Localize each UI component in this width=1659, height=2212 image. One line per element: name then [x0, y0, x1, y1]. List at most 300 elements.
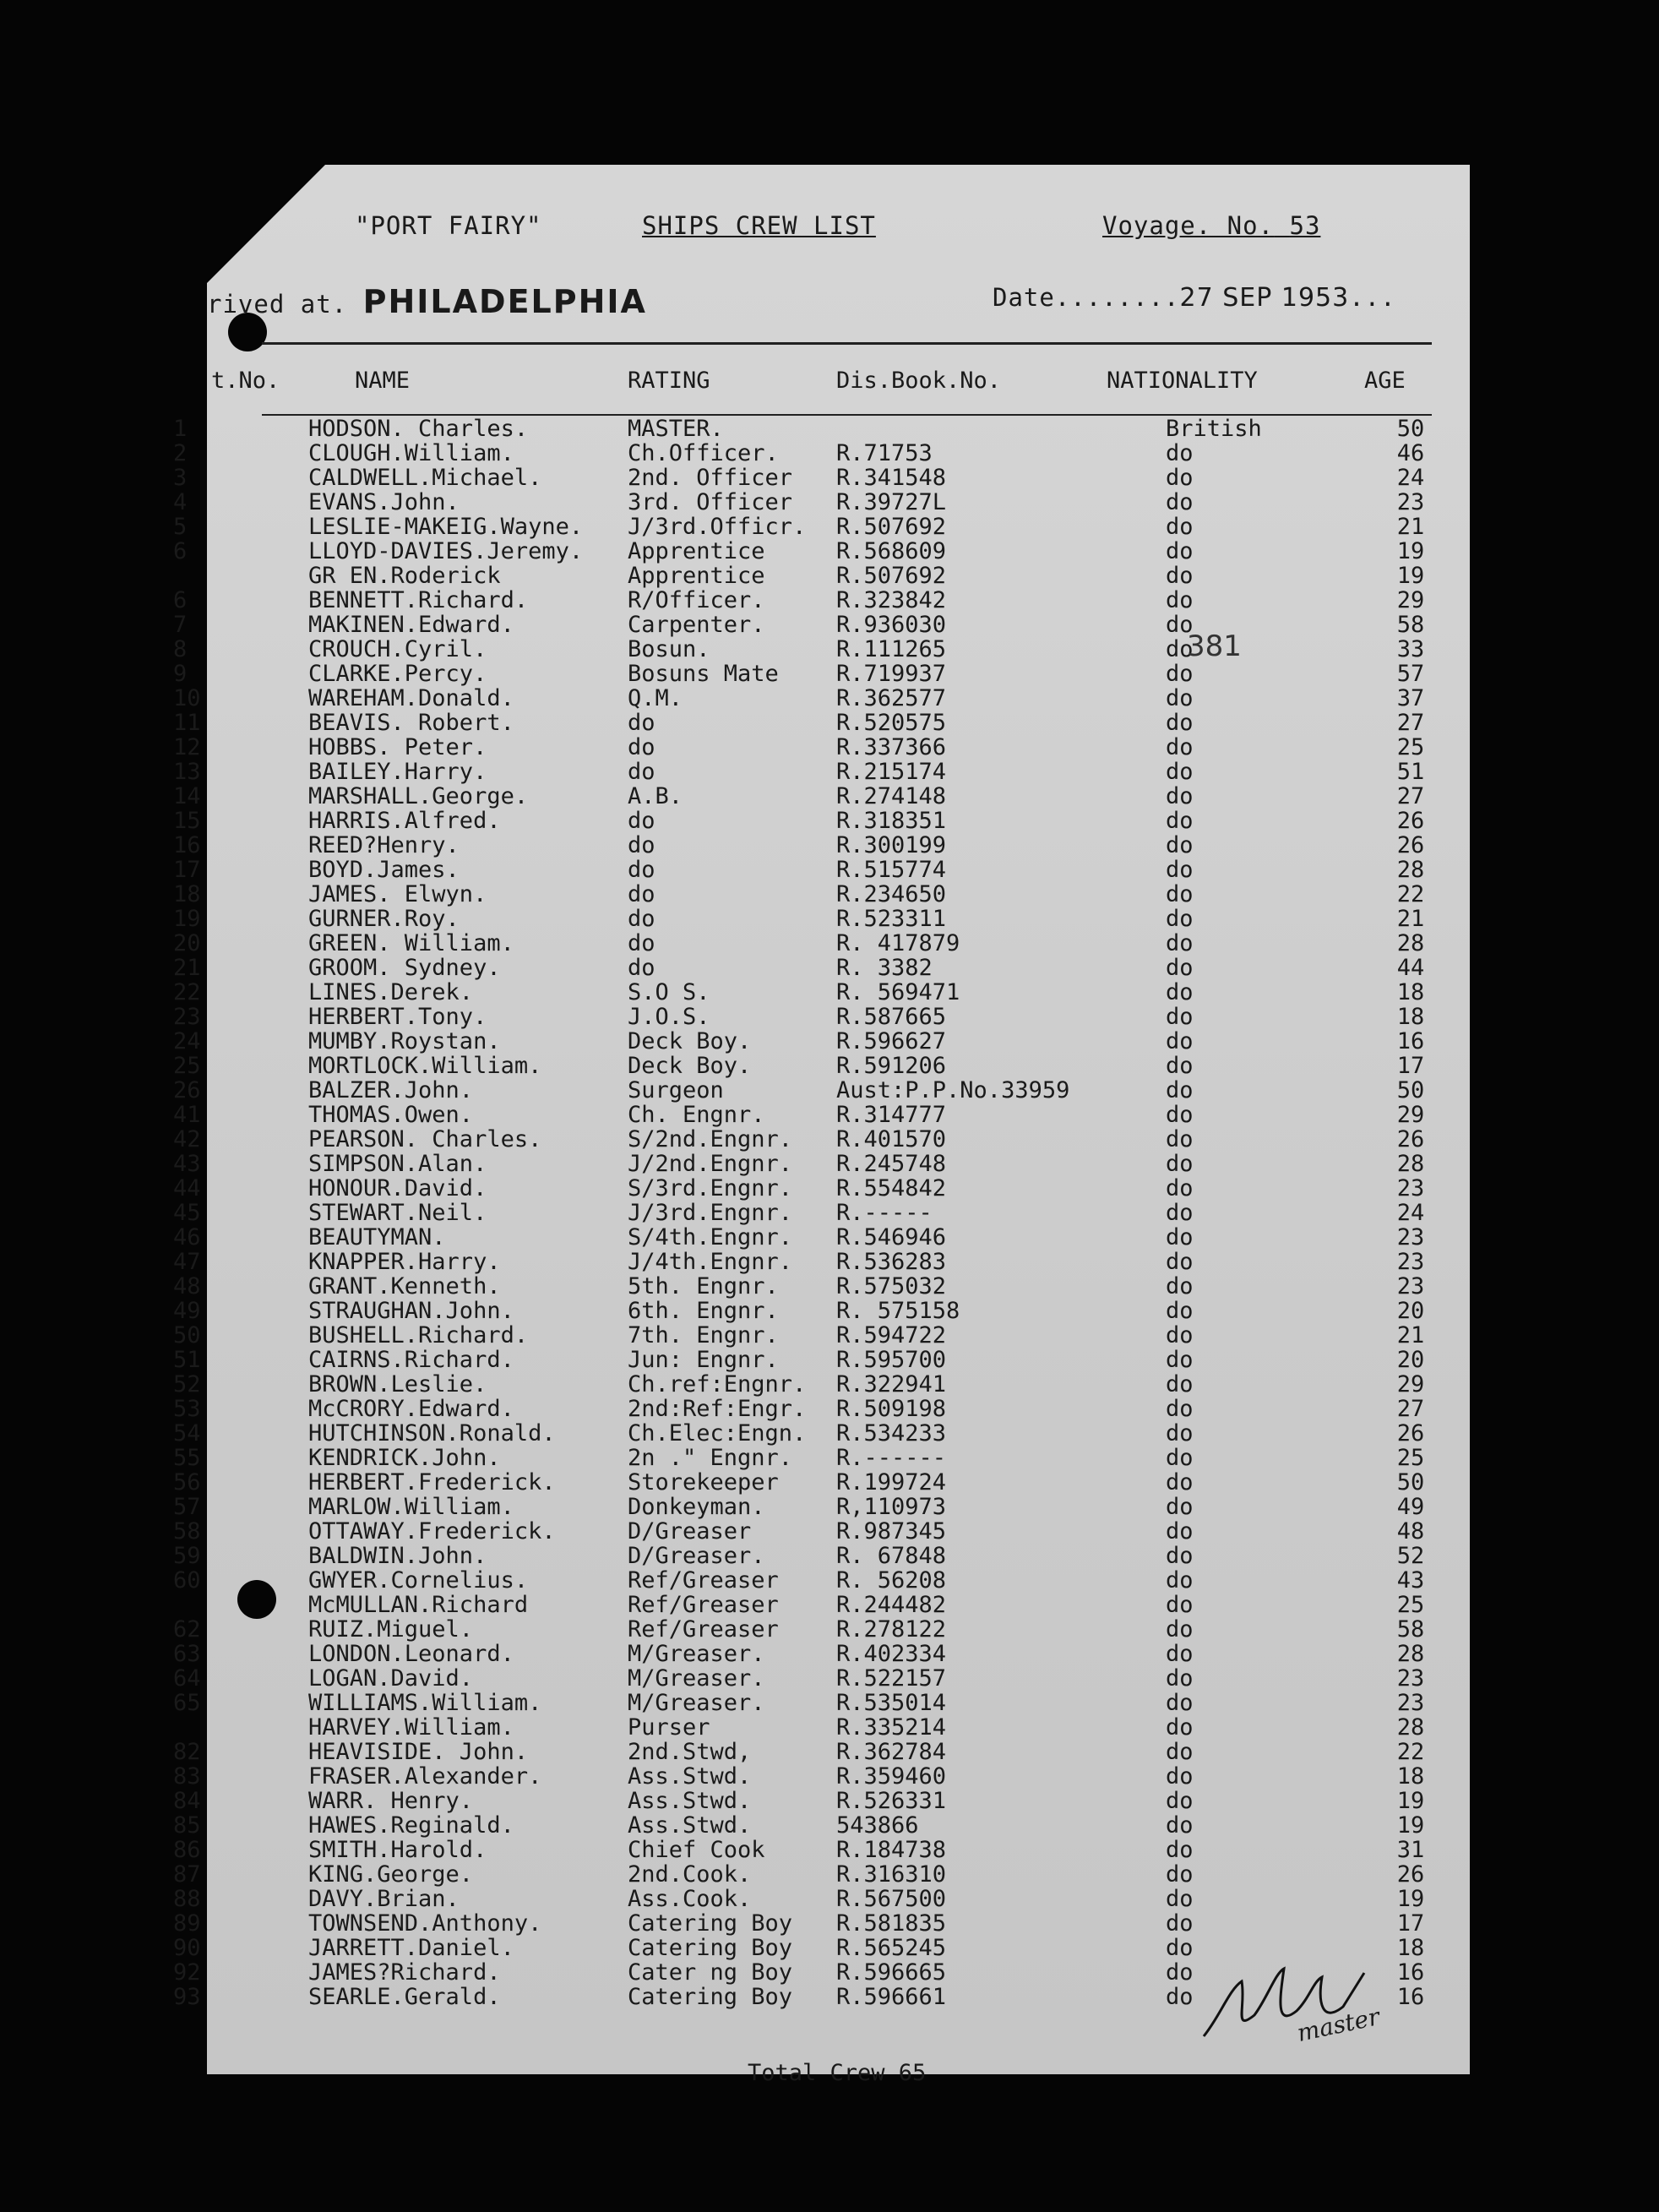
crew-name: CALDWELL.Michael.	[308, 465, 542, 491]
crew-rating: do	[628, 759, 655, 785]
discharge-book-number: 543866	[836, 1812, 919, 1839]
crew-age: 25	[1396, 1592, 1425, 1618]
crew-nationality: do	[1166, 489, 1194, 515]
crew-age: 19	[1396, 538, 1425, 564]
crew-name: GURNER.Roy.	[308, 906, 460, 932]
crew-nationality: do	[1166, 1641, 1194, 1667]
crew-rating: J/3rd.Engnr.	[628, 1200, 793, 1226]
table-row	[173, 1469, 1470, 1496]
crew-number: 23	[173, 1004, 201, 1030]
crew-number: 19	[173, 906, 201, 932]
crew-nationality: do	[1166, 1347, 1194, 1373]
discharge-book-number: R.------	[836, 1445, 947, 1471]
crew-rating: Carpenter.	[628, 612, 765, 638]
discharge-book-number: R.596661	[836, 1984, 947, 2010]
discharge-book-number: R.71753	[836, 440, 933, 466]
table-row	[173, 1224, 1470, 1250]
pencil-annotation: 381	[1187, 629, 1242, 663]
discharge-book-number: R. 417879	[836, 930, 960, 956]
crew-age: 50	[1396, 416, 1425, 442]
crew-name: JAMES?Richard.	[308, 1959, 501, 1986]
crew-age: 18	[1396, 979, 1425, 1005]
crew-age: 33	[1396, 636, 1425, 662]
discharge-book-number: R.565245	[836, 1935, 947, 1961]
col-nationality: NATIONALITY	[1107, 368, 1258, 394]
discharge-book-number: R.987345	[836, 1518, 947, 1545]
crew-nationality: do	[1166, 1837, 1194, 1863]
crew-rating: Chief Cook	[628, 1837, 765, 1863]
discharge-book-number: R. 575158	[836, 1298, 960, 1324]
table-row	[173, 636, 1470, 662]
crew-number: 54	[173, 1420, 201, 1447]
crew-age: 28	[1396, 1641, 1425, 1667]
crew-number: 10	[173, 685, 201, 711]
crew-name: RUIZ.Miguel.	[308, 1616, 474, 1643]
crew-name: McMULLAN.Richard	[308, 1592, 529, 1618]
crew-age: 51	[1396, 759, 1425, 785]
crew-age: 20	[1396, 1347, 1425, 1373]
crew-rating: do	[628, 881, 655, 907]
crew-number: 90	[173, 1935, 201, 1961]
crew-age: 18	[1396, 1004, 1425, 1030]
crew-name: JARRETT.Daniel.	[308, 1935, 514, 1961]
discharge-book-number: R.359460	[836, 1763, 947, 1790]
crew-nationality: do	[1166, 661, 1194, 687]
crew-rating: do	[628, 857, 655, 883]
table-row	[173, 734, 1470, 760]
crew-age: 23	[1396, 1249, 1425, 1275]
discharge-book-number: R.322941	[836, 1371, 947, 1397]
discharge-book-number: R.567500	[836, 1886, 947, 1912]
crew-nationality: do	[1166, 1616, 1194, 1643]
crew-name: MORTLOCK.William.	[308, 1053, 542, 1079]
discharge-book-number: R.323842	[836, 587, 947, 613]
crew-number: 3	[173, 465, 188, 491]
crew-age: 16	[1396, 1959, 1425, 1986]
crew-age: 48	[1396, 1518, 1425, 1545]
crew-rating: J/2nd.Engnr.	[628, 1151, 793, 1177]
table-row	[173, 1910, 1470, 1937]
crew-rating: Ass.Stwd.	[628, 1788, 752, 1814]
date-field	[993, 283, 1396, 313]
table-row	[173, 440, 1470, 466]
crew-name: GROOM. Sydney.	[308, 955, 501, 981]
crew-age: 49	[1396, 1494, 1425, 1520]
discharge-book-number: R.362784	[836, 1739, 947, 1765]
crew-nationality: do	[1166, 1494, 1194, 1520]
crew-name: BENNETT.Richard.	[308, 587, 529, 613]
crew-name: DAVY.Brian.	[308, 1886, 460, 1912]
discharge-book-number: R.314777	[836, 1102, 947, 1128]
table-row	[173, 808, 1470, 834]
crew-nationality: do	[1166, 1984, 1194, 2010]
crew-age: 58	[1396, 612, 1425, 638]
crew-nationality: do	[1166, 1322, 1194, 1348]
table-row	[173, 1812, 1470, 1839]
table-row	[173, 1788, 1470, 1814]
crew-number: 60	[173, 1567, 201, 1594]
crew-number: 16	[173, 832, 201, 858]
crew-number: 9	[173, 661, 188, 687]
crew-name: CROUCH.Cyril.	[308, 636, 487, 662]
crew-rating: Ref/Greaser	[628, 1616, 779, 1643]
crew-number: 84	[173, 1788, 201, 1814]
crew-nationality: do	[1166, 979, 1194, 1005]
crew-number: 82	[173, 1739, 201, 1765]
table-row	[173, 1567, 1470, 1594]
discharge-book-number: R.522157	[836, 1665, 947, 1692]
crew-name: STRAUGHAN.John.	[308, 1298, 514, 1324]
table-row	[173, 759, 1470, 785]
crew-nationality: do	[1166, 636, 1194, 662]
table-row	[173, 1837, 1470, 1863]
crew-name: SMITH.Harold.	[308, 1837, 487, 1863]
crew-age: 19	[1396, 1812, 1425, 1839]
crew-rating: Ch. Engnr.	[628, 1102, 765, 1128]
crew-number: 48	[173, 1273, 201, 1299]
discharge-book-number: R.535014	[836, 1690, 947, 1716]
crew-number: 52	[173, 1371, 201, 1397]
crew-rating: Jun: Engnr.	[628, 1347, 779, 1373]
discharge-book-number: R.300199	[836, 832, 947, 858]
crew-nationality: do	[1166, 1420, 1194, 1447]
crew-age: 23	[1396, 1175, 1425, 1201]
crew-nationality: do	[1166, 1812, 1194, 1839]
crew-number: 8	[173, 636, 188, 662]
crew-nationality: do	[1166, 1935, 1194, 1961]
crew-age: 28	[1396, 857, 1425, 883]
crew-rating: M/Greaser.	[628, 1690, 765, 1716]
col-rating: RATING	[628, 368, 710, 394]
discharge-book-number: R.515774	[836, 857, 947, 883]
crew-name: LINES.Derek.	[308, 979, 474, 1005]
discharge-book-number: R.546946	[836, 1224, 947, 1250]
crew-nationality: do	[1166, 1273, 1194, 1299]
crew-rating: Storekeeper	[628, 1469, 779, 1496]
discharge-book-number: R.581835	[836, 1910, 947, 1937]
discharge-book-number: R. 569471	[836, 979, 960, 1005]
crew-name: HAWES.Reginald.	[308, 1812, 514, 1839]
crew-name: HARVEY.William.	[308, 1714, 514, 1741]
crew-rating: 2nd:Ref:Engr.	[628, 1396, 807, 1422]
col-no: t.No.	[211, 368, 280, 394]
crew-rating: do	[628, 930, 655, 956]
table-row	[173, 685, 1470, 711]
discharge-book-number: R. 67848	[836, 1543, 947, 1569]
crew-age: 26	[1396, 808, 1425, 834]
table-row	[173, 906, 1470, 932]
table-row	[173, 1053, 1470, 1079]
crew-rating: Ch.Officer.	[628, 440, 779, 466]
crew-age: 23	[1396, 1273, 1425, 1299]
crew-name: WARR. Henry.	[308, 1788, 474, 1814]
crew-age: 27	[1396, 783, 1425, 809]
crew-name: TOWNSEND.Anthony.	[308, 1910, 542, 1937]
crew-name: WAREHAM.Donald.	[308, 685, 514, 711]
crew-number: 1	[173, 416, 188, 442]
crew-age: 44	[1396, 955, 1425, 981]
crew-rating: Catering Boy	[628, 1984, 793, 2010]
crew-age: 24	[1396, 465, 1425, 491]
crew-name: BAILEY.Harry.	[308, 759, 487, 785]
table-row	[173, 710, 1470, 736]
col-age: AGE	[1364, 368, 1406, 394]
crew-name: MAKINEN.Edward.	[308, 612, 514, 638]
table-row	[173, 514, 1470, 540]
table-row	[173, 1298, 1470, 1324]
crew-rating: 5th. Engnr.	[628, 1273, 779, 1299]
crew-nationality: do	[1166, 710, 1194, 736]
crew-name: HERBERT.Tony.	[308, 1004, 487, 1030]
col-name: NAME	[355, 368, 411, 394]
crew-name: BALZER.John.	[308, 1077, 474, 1103]
crew-rating: do	[628, 808, 655, 834]
crew-age: 22	[1396, 881, 1425, 907]
crew-nationality: do	[1166, 1102, 1194, 1128]
crew-name: CLOUGH.William.	[308, 440, 514, 466]
crew-number: 58	[173, 1518, 201, 1545]
crew-number: 62	[173, 1616, 201, 1643]
crew-number: 14	[173, 783, 201, 809]
crew-age: 21	[1396, 1322, 1425, 1348]
crew-name: CAIRNS.Richard.	[308, 1347, 514, 1373]
table-row	[173, 1077, 1470, 1103]
crew-nationality: do	[1166, 1445, 1194, 1471]
crew-rating: Surgeon	[628, 1077, 724, 1103]
table-row	[173, 661, 1470, 687]
table-row	[173, 1200, 1470, 1226]
crew-nationality: do	[1166, 1788, 1194, 1814]
crew-number: 24	[173, 1028, 201, 1054]
crew-number: 41	[173, 1102, 201, 1128]
crew-rating: Apprentice	[628, 538, 765, 564]
table-row	[173, 465, 1470, 491]
crew-nationality: do	[1166, 1690, 1194, 1716]
discharge-book-number: R.520575	[836, 710, 947, 736]
discharge-book-number: R.278122	[836, 1616, 947, 1643]
discharge-book-number: R.401570	[836, 1126, 947, 1152]
crew-name: MUMBY.Roystan.	[308, 1028, 501, 1054]
crew-name: SEARLE.Gerald.	[308, 1984, 501, 2010]
crew-number: 51	[173, 1347, 201, 1373]
discharge-book-number: R.341548	[836, 465, 947, 491]
crew-nationality: do	[1166, 906, 1194, 932]
total-crew: Total Crew 65	[748, 2060, 927, 2086]
document-title: SHIPS CREW LIST	[642, 211, 876, 240]
table-row	[173, 832, 1470, 858]
crew-nationality: do	[1166, 1126, 1194, 1152]
crew-age: 21	[1396, 906, 1425, 932]
crew-age: 29	[1396, 1371, 1425, 1397]
crew-number: 43	[173, 1151, 201, 1177]
crew-age: 16	[1396, 1984, 1425, 2010]
crew-rating: 7th. Engnr.	[628, 1322, 779, 1348]
crew-nationality: do	[1166, 1543, 1194, 1569]
discharge-book-number: R.402334	[836, 1641, 947, 1667]
crew-list-sheet	[173, 165, 1470, 2086]
crew-number: 93	[173, 1984, 201, 2010]
table-row	[173, 489, 1470, 515]
crew-number: 26	[173, 1077, 201, 1103]
col-book: Dis.Book.No.	[836, 368, 1002, 394]
crew-nationality: do	[1166, 587, 1194, 613]
crew-number: 7	[173, 612, 188, 638]
discharge-book-number: R. 56208	[836, 1567, 947, 1594]
crew-number: 44	[173, 1175, 201, 1201]
crew-rating: Deck Boy.	[628, 1028, 752, 1054]
crew-rating: S.O S.	[628, 979, 710, 1005]
crew-age: 19	[1396, 1886, 1425, 1912]
crew-number: 49	[173, 1298, 201, 1324]
table-row	[173, 1420, 1470, 1447]
table-row	[173, 1102, 1470, 1128]
crew-age: 27	[1396, 1396, 1425, 1422]
crew-nationality: do	[1166, 563, 1194, 589]
crew-rating: A.B.	[628, 783, 683, 809]
crew-number: 88	[173, 1886, 201, 1912]
discharge-book-number: R. 3382	[836, 955, 933, 981]
crew-age: 20	[1396, 1298, 1425, 1324]
crew-number: 18	[173, 881, 201, 907]
crew-number: 83	[173, 1763, 201, 1790]
crew-nationality: do	[1166, 1469, 1194, 1496]
crew-name: BOYD.James.	[308, 857, 460, 883]
table-row	[173, 1518, 1470, 1545]
crew-nationality: do	[1166, 1567, 1194, 1594]
crew-rating: 3rd. Officer	[628, 489, 793, 515]
crew-nationality: do	[1166, 514, 1194, 540]
crew-rating: Ref/Greaser	[628, 1592, 779, 1618]
crew-rating: Ass.Stwd.	[628, 1812, 752, 1839]
crew-name: MARSHALL.George.	[308, 783, 529, 809]
crew-age: 16	[1396, 1028, 1425, 1054]
crew-nationality: do	[1166, 1077, 1194, 1103]
crew-name: GWYER.Cornelius.	[308, 1567, 529, 1594]
crew-nationality: do	[1166, 1959, 1194, 1986]
crew-rating: J/3rd.Officr.	[628, 514, 807, 540]
crew-rating: Apprentice	[628, 563, 765, 589]
crew-nationality: do	[1166, 1396, 1194, 1422]
table-row	[173, 1616, 1470, 1643]
table-row	[173, 881, 1470, 907]
crew-rating: S/3rd.Engnr.	[628, 1175, 793, 1201]
crew-number: 89	[173, 1910, 201, 1937]
crew-name: HERBERT.Frederick.	[308, 1469, 556, 1496]
discharge-book-number: R.596665	[836, 1959, 947, 1986]
arrived-at	[207, 283, 647, 320]
discharge-book-number: R.509198	[836, 1396, 947, 1422]
crew-number: 45	[173, 1200, 201, 1226]
crew-nationality: do	[1166, 1175, 1194, 1201]
crew-name: HODSON. Charles.	[308, 416, 529, 442]
crew-number: 20	[173, 930, 201, 956]
table-row	[173, 1543, 1470, 1569]
crew-age: 29	[1396, 587, 1425, 613]
crew-nationality: do	[1166, 1910, 1194, 1937]
crew-rating: S/2nd.Engnr.	[628, 1126, 793, 1152]
crew-nationality: do	[1166, 612, 1194, 638]
table-row	[173, 1371, 1470, 1397]
crew-number: 25	[173, 1053, 201, 1079]
crew-name: OTTAWAY.Frederick.	[308, 1518, 556, 1545]
crew-number: 17	[173, 857, 201, 883]
crew-rating: Deck Boy.	[628, 1053, 752, 1079]
crew-nationality: do	[1166, 955, 1194, 981]
crew-nationality: do	[1166, 1763, 1194, 1790]
crew-rating: do	[628, 955, 655, 981]
discharge-book-number: R.594722	[836, 1322, 947, 1348]
crew-name: LONDON.Leonard.	[308, 1641, 514, 1667]
crew-rating: J/4th.Engnr.	[628, 1249, 793, 1275]
discharge-book-number: R.936030	[836, 612, 947, 638]
crew-number: 4	[173, 489, 188, 515]
crew-nationality: do	[1166, 1200, 1194, 1226]
table-row	[173, 1273, 1470, 1299]
discharge-book-number: R.316310	[836, 1861, 947, 1888]
table-row	[173, 1886, 1470, 1912]
table-row	[207, 1715, 1470, 1740]
crew-nationality: do	[1166, 783, 1194, 809]
crew-name: BEAVIS. Robert.	[308, 710, 514, 736]
crew-rating: M/Greaser.	[628, 1665, 765, 1692]
discharge-book-number: R.362577	[836, 685, 947, 711]
table-row	[173, 1763, 1470, 1790]
date-dots: ...	[1349, 283, 1396, 312]
discharge-book-number: R.507692	[836, 563, 947, 589]
crew-nationality: do	[1166, 759, 1194, 785]
discharge-book-number: R.184738	[836, 1837, 947, 1863]
discharge-book-number: R.215174	[836, 759, 947, 785]
discharge-book-number: R.523311	[836, 906, 947, 932]
discharge-book-number: R.234650	[836, 881, 947, 907]
discharge-book-number: R.199724	[836, 1469, 947, 1496]
crew-age: 46	[1396, 440, 1425, 466]
crew-name: HUTCHINSON.Ronald.	[308, 1420, 556, 1447]
crew-age: 22	[1396, 1739, 1425, 1765]
crew-rating: Ass.Cook.	[628, 1886, 752, 1912]
crew-rating: 2nd.Cook.	[628, 1861, 752, 1888]
crew-number: 86	[173, 1837, 201, 1863]
crew-age: 28	[1396, 930, 1425, 956]
crew-age: 27	[1396, 710, 1425, 736]
table-row	[173, 1641, 1470, 1667]
crew-number: 21	[173, 955, 201, 981]
discharge-book-number: R.-----	[836, 1200, 933, 1226]
crew-rating: S/4th.Engnr.	[628, 1224, 793, 1250]
discharge-book-number: R.719937	[836, 661, 947, 687]
crew-name: PEARSON. Charles.	[308, 1126, 542, 1152]
voyage-label-text: Voyage. No.	[1102, 211, 1275, 240]
crew-nationality: do	[1166, 808, 1194, 834]
crew-age: 52	[1396, 1543, 1425, 1569]
table-row	[207, 1593, 1470, 1617]
discharge-book-number: R.274148	[836, 783, 947, 809]
crew-number: 92	[173, 1959, 201, 1986]
crew-name: LOGAN.David.	[308, 1665, 474, 1692]
crew-nationality: do	[1166, 685, 1194, 711]
crew-nationality: do	[1166, 1518, 1194, 1545]
discharge-book-number: R.534233	[836, 1420, 947, 1447]
crew-nationality: do	[1166, 930, 1194, 956]
crew-age: 23	[1396, 489, 1425, 515]
crew-number: 64	[173, 1665, 201, 1692]
crew-nationality: do	[1166, 1861, 1194, 1888]
crew-name: JAMES. Elwyn.	[308, 881, 487, 907]
table-row	[173, 538, 1470, 564]
discharge-book-number: R.596627	[836, 1028, 947, 1054]
crew-rating: do	[628, 734, 655, 760]
crew-name: KING.George.	[308, 1861, 474, 1888]
